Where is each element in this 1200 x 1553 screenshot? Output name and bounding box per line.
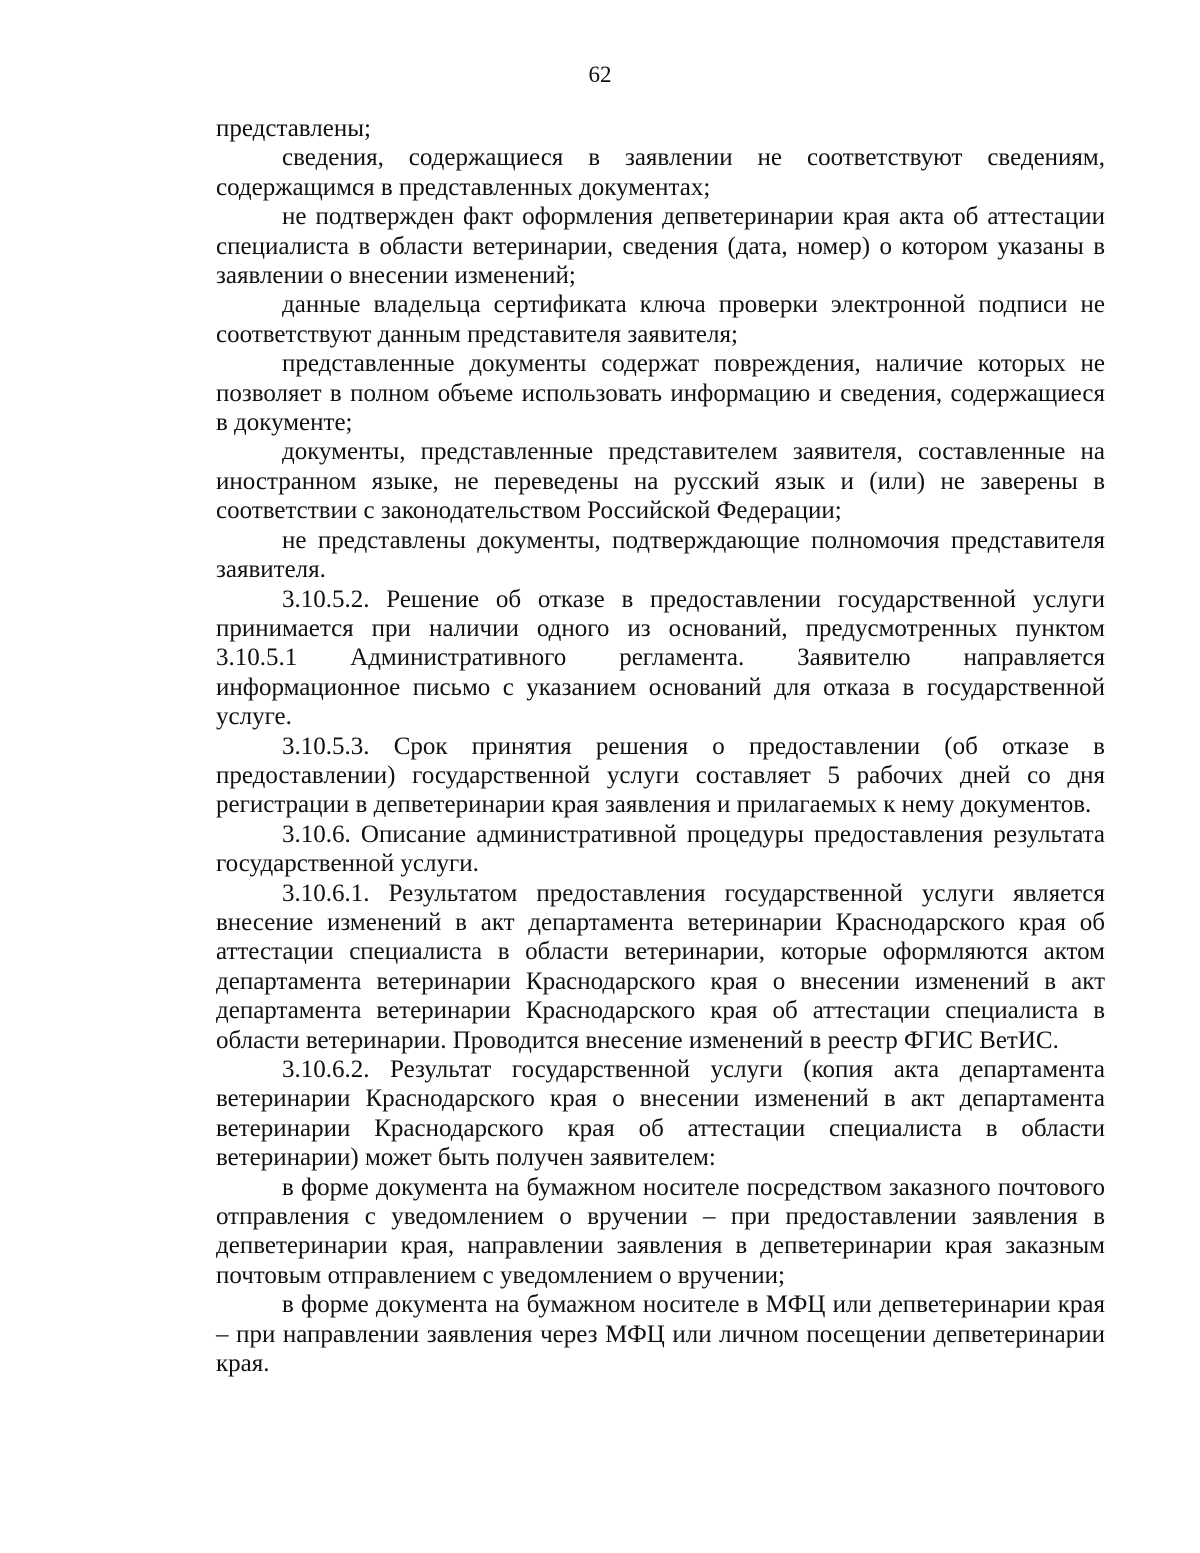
document-body: [216, 114, 1105, 1378]
paragraph: не подтвержден факт оформления депветеринарии края акта об аттестации специалиста в области ветеринарии, сведения (дата, номер) о котором указаны в заявлении о внесении изменений;: [216, 203, 1105, 290]
paragraph: представлены;: [216, 115, 371, 142]
paragraph-section-3-10-5-2: 3.10.5.2. Решение об отказе в предоставлении государственной услуги принимается при наличии одного из оснований, предусмотренных пунктом 3.10.5.1 Административного регламента. Заявителю направляется информационное письмо с указанием оснований для отказа в государственной услуге.: [216, 585, 1105, 731]
paragraph-section-3-10-6-1: 3.10.6.1. Результатом предоставления государственной услуги является внесение изменений в акт департамента ветеринарии Краснодарского края об аттестации специалиста в области ветеринарии, которые оформляются актом департамента ветеринарии Краснодарского края о внесении изменений в акт департамента ветеринарии Краснодарского края об аттестации специалиста в области ветеринарии. Проводится внесение изменений в реестр ФГИС ВетИС.: [216, 879, 1105, 1054]
paragraph: сведения, содержащиеся в заявлении не соответствуют сведениям, содержащимся в представленных документах;: [216, 144, 1105, 201]
paragraph-section-3-10-6: 3.10.6. Описание административной процедуры предоставления результата государственной услуги.: [216, 820, 1105, 878]
page-number: 62: [588, 62, 612, 87]
paragraph-section-3-10-6-2: 3.10.6.2. Результат государственной услуги (копия акта департамента ветеринарии Краснодарского края о внесении изменений в акт департамента ветеринарии Краснодарского края об аттестации специалиста в области ветеринарии) может быть получен заявителем:: [216, 1056, 1105, 1172]
paragraph: в форме документа на бумажном носителе в МФЦ или депветеринарии края – при направлении заявления через МФЦ или личном посещении депветеринарии края.: [216, 1291, 1105, 1378]
paragraph: данные владельца сертификата ключа проверки электронной подписи не соответствуют данным представителя заявителя;: [216, 291, 1105, 348]
paragraph: в форме документа на бумажном носителе посредством заказного почтового отправления с уведомлением о вручении – при предоставлении заявления в депветеринарии края, направлении заявления в депветеринарии края заказным почтовым отправлением с уведомлением о вручении;: [216, 1173, 1105, 1289]
paragraph: представленные документы содержат повреждения, наличие которых не позволяет в полном объеме использовать информацию и сведения, содержащиеся в документе;: [216, 350, 1105, 437]
paragraph: не представлены документы, подтверждающие полномочия представителя заявителя.: [216, 526, 1105, 584]
paragraph-section-3-10-5-3: 3.10.5.3. Срок принятия решения о предоставлении (об отказе в предоставлении) государственной услуги составляет 5 рабочих дней со дня регистрации в депветеринарии края заявления и прилагаемых к нему документов.: [216, 732, 1105, 819]
paragraph: документы, представленные представителем заявителя, составленные на иностранном языке, не переведены на русский язык и (или) не заверены в соответствии с законодательством Российской Федерации;: [216, 438, 1105, 525]
